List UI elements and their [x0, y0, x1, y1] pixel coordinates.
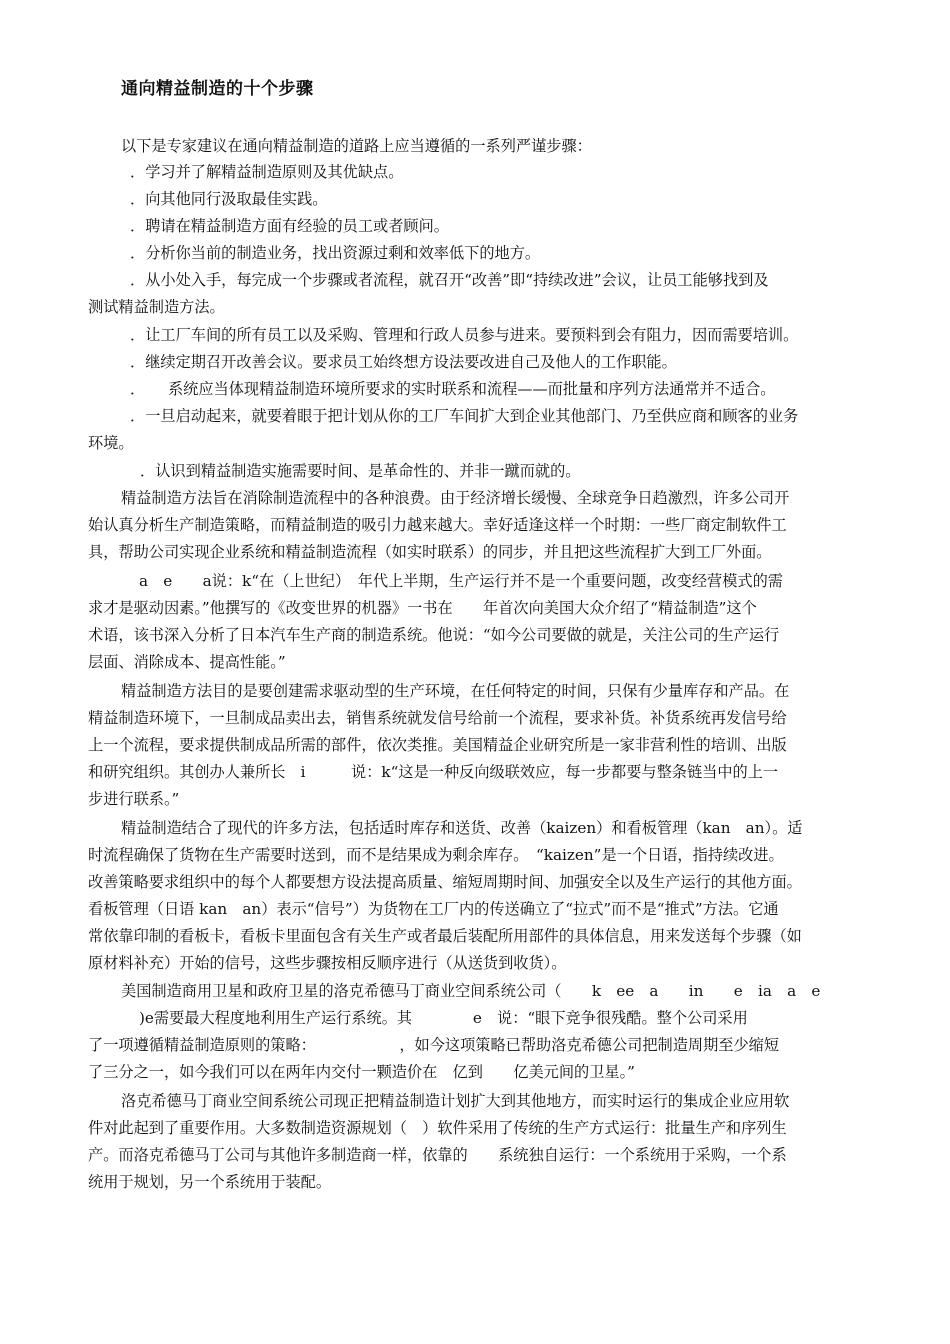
paragraph-2-line: 求才是驱动因素。”他撰写的《改变世界的机器》一书在 年首次向美国大众介绍了“精益制造”这个	[88, 599, 757, 617]
paragraph-6-line: 产。而洛克希德马丁公司与其他许多制造商一样，依靠的 系统独自运行：一个系统用于采购，一个系	[88, 1146, 787, 1164]
paragraph-2-line: a e a说：k“在（上世纪） 年代上半期，生产运行并不是一个重要问题，改变经营模式的需	[139, 572, 783, 590]
page-title: 通向精益制造的十个步骤	[121, 79, 314, 99]
intro-line: 以下是专家建议在通向精益制造的道路上应当遵循的一系列严谨步骤：	[121, 137, 592, 155]
paragraph-3-line: 上一个流程，要求提供制成品所需的部件，依次类推。美国精益企业研究所是一家非营利性的培训、出版	[88, 736, 787, 754]
step-1: ．学习并了解精益制造原则及其优缺点。	[130, 163, 404, 181]
step-2: ．向其他同行汲取最佳实践。	[130, 190, 328, 208]
paragraph-5-line: 了一项遵循精益制造原则的策略： ，如今这项策略已帮助洛克希德公司把制造周期至少缩短	[88, 1036, 780, 1054]
step-10: ．认识到精益制造实施需要时间、是革命性的、并非一蹴而就的。	[140, 462, 581, 480]
paragraph-4-line: 精益制造结合了现代的许多方法，包括适时库存和送货、改善（kaizen）和看板管理（kan an）。适	[121, 819, 803, 837]
step-5-cont: 测试精益制造方法。	[88, 298, 225, 316]
paragraph-4-line: 常依靠印制的看板卡，看板卡里面包含有关生产或者最后装配所用部件的具体信息，用来发送每个步骤（如	[88, 927, 802, 945]
step-7: ．继续定期召开改善会议。要求员工始终想方设法要改进自己及他人的工作职能。	[130, 353, 677, 371]
paragraph-6-line: 洛克希德马丁商业空间系统公司现正把精益制造计划扩大到其他地方，而实时运行的集成企业应用软	[121, 1092, 790, 1110]
paragraph-1-line: 具，帮助公司实现企业系统和精益制造流程（如实时联系）的同步，并且把这些流程扩大到工厂外面。	[88, 543, 772, 561]
paragraph-5-line: 了三分之一，如今我们可以在两年内交付一颗造价在 亿到 亿美元间的卫星。”	[88, 1063, 635, 1081]
step-4: ．分析你当前的制造业务，找出资源过剩和效率低下的地方。	[130, 244, 541, 262]
paragraph-1-line: 始认真分析生产制造策略，而精益制造的吸引力越来越大。幸好适逢这样一个时期：一些厂商定制软件工	[88, 516, 787, 534]
step-9-cont: 环境。	[88, 434, 134, 452]
step-8: ． 系统应当体现精益制造环境所要求的实时联系和流程——而批量和序列方法通常并不适合。	[130, 380, 776, 398]
paragraph-5-line: 美国制造商用卫星和政府卫星的洛克希德马丁商业空间系统公司（ k ee a in e ia a e	[121, 982, 821, 1000]
paragraph-3-line: 精益制造方法目的是要创建需求驱动型的生产环境，在任何特定的时间，只保有少量库存和产品。在	[121, 682, 790, 700]
paragraph-3-line: 步进行联系。”	[88, 790, 180, 808]
paragraph-4-line: 原材料补充）开始的信号，这些步骤按相反顺序进行（从送货到收货）。	[88, 954, 567, 972]
paragraph-1-line: 精益制造方法旨在消除制造流程中的各种浪费。由于经济增长缓慢、全球竞争日趋激烈，许多公司开	[121, 489, 790, 507]
step-3: ．聘请在精益制造方面有经验的员工或者顾问。	[130, 217, 449, 235]
paragraph-5-line: )e需要最大程度地利用生产运行系统。其 e 说：“眼下竞争很残酷。整个公司采用	[139, 1009, 748, 1027]
step-5: ．从小处入手，每完成一个步骤或者流程，就召开“改善”即“持续改进”会议，让员工能够找到及	[130, 271, 769, 289]
paragraph-4-line: 看板管理（日语 kan an）表示“信号”）为货物在工厂内的传送确立了“拉式”而不是“推式”方法。它通	[88, 900, 779, 918]
step-6: ．让工厂车间的所有员工以及采购、管理和行政人员参与进来。要预料到会有阻力，因而需要培训。	[130, 326, 799, 344]
paragraph-4-line: 改善策略要求组织中的每个人都要想方设法提高质量、缩短周期时间、加强安全以及生产运行的其他方面。	[88, 873, 802, 891]
paragraph-3-line: 精益制造环境下，一旦制成品卖出去，销售系统就发信号给前一个流程，要求补货。补货系统再发信号给	[88, 709, 787, 727]
paragraph-4-line: 时流程确保了货物在生产需要时送到，而不是结果成为剩余库存。 “kaizen”是一个日语，指持续改进。	[88, 846, 784, 864]
step-9: ．一旦启动起来，就要着眼于把计划从你的工厂车间扩大到企业其他部门、乃至供应商和顾客的业务	[130, 407, 799, 425]
paragraph-2-line: 层面、消除成本、提高性能。”	[88, 653, 286, 671]
paragraph-2-line: 术语，该书深入分析了日本汽车生产商的制造系统。他说：“如今公司要做的就是，关注公司的生产运行	[88, 626, 780, 644]
paragraph-6-line: 件对此起到了重要作用。大多数制造资源规划（ ）软件采用了传统的生产方式运行：批量生产和序列生	[88, 1119, 787, 1137]
paragraph-6-line: 统用于规划，另一个系统用于装配。	[88, 1173, 331, 1191]
paragraph-3-line: 和研究组织。其创办人兼所长 i 说：k“这是一种反向级联效应，每一步都要与整条链当中的上一	[88, 763, 779, 781]
